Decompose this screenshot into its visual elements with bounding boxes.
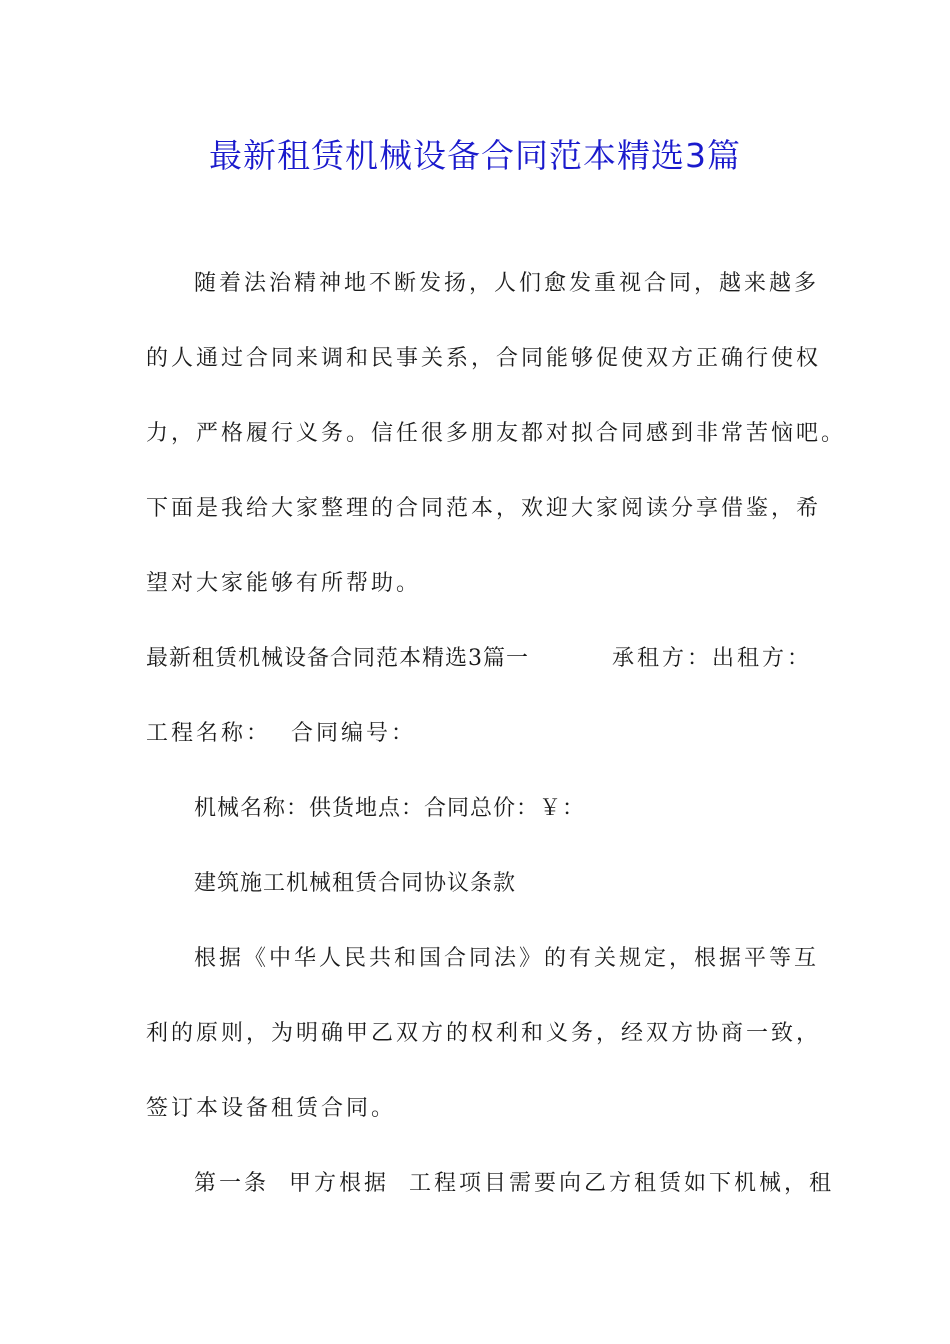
agreement-title: 建筑施工机械租赁合同协议条款 [194,871,517,896]
basis-line-2: 利的原则，为明确甲乙双方的权利和义务，经双方协商一致， [146,1021,822,1046]
intro-line-3: 力，严格履行义务。信任很多朋友都对拟合同感到非常苦恼吧。 [146,421,847,446]
intro-line-1: 随着法治精神地不断发扬，人们愈发重视合同，越来越多 [194,271,820,296]
project-line: 工程名称： 合同编号： [146,721,416,746]
basis-line-1: 根据《中华人民共和国合同法》的有关规定，根据平等互 [194,946,820,971]
machine-line: 机械名称：供货地点：合同总价：￥： [194,796,586,821]
section-parties: 承租方：出租方： [612,646,813,671]
document-title: 最新租赁机械设备合同范本精选3篇 [209,136,741,175]
intro-line-5: 望对大家能够有所帮助。 [146,571,422,596]
intro-line-4: 下面是我给大家整理的合同范本，欢迎大家阅读分享借鉴，希 [146,496,822,521]
article-1-line: 第一条 甲方根据 工程项目需要向乙方租赁如下机械，租 [194,1171,834,1196]
section-heading: 最新租赁机械设备合同范本精选3篇一 [146,646,529,671]
intro-line-2: 的人通过合同来调和民事关系，合同能够促使双方正确行使权 [146,346,822,371]
basis-line-3: 签订本设备租赁合同。 [146,1096,397,1121]
